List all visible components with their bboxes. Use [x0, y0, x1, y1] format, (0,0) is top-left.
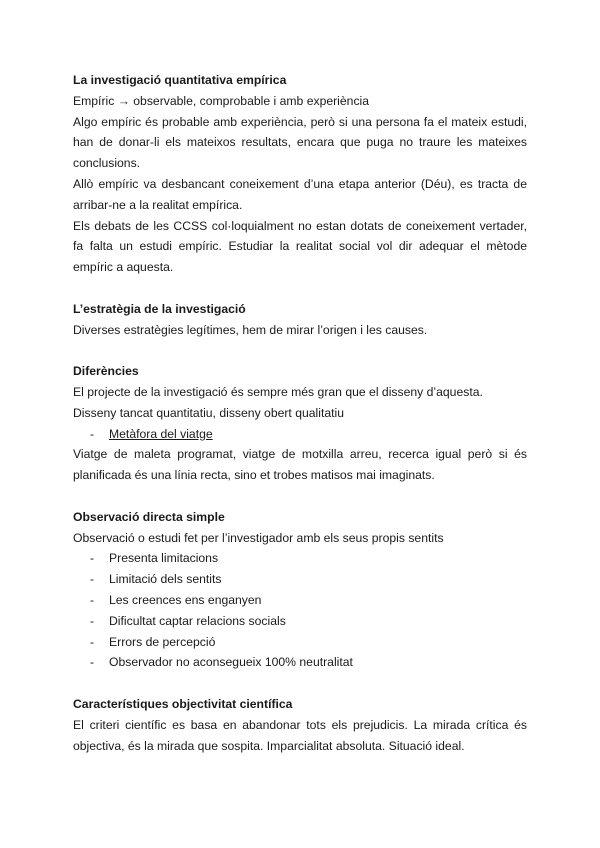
paragraph: Empíric → observable, comprobable i amb experiència [73, 93, 370, 108]
paragraph: Observació o estudi fet per l’investigador amb els seus propis sentits [73, 530, 444, 545]
section-heading: L’estratègia de la investigació [73, 301, 246, 316]
list-item [73, 569, 527, 590]
paragraph: Viatge de maleta programat, viatge de motxilla arreu, recerca igual però si és planificada és una línia recta, sino et trobes matisos mai imaginats. [73, 447, 527, 483]
bullet-dash: - [90, 551, 95, 566]
paragraph: Els debats de les CCSS col·loquialment no estan dotats de coneixement vertader, fa falta un estudi empíric. Estudiar la realitat social vol dir adequar el mètode empíric a aquesta. [73, 218, 527, 275]
section-heading: Característiques objectivitat científica [73, 696, 293, 711]
bullet-dash: - [90, 634, 95, 649]
section-objectivitat [73, 694, 527, 756]
bullet-dash: - [90, 613, 95, 628]
list-item-text: Metàfora del viatge [109, 426, 213, 441]
paragraph: Allò empíric va desbancant coneixement d’una etapa anterior (Déu), es tracta de arribar-ne a la realitat empírica. [73, 176, 527, 212]
section-heading: Observació directa simple [73, 509, 225, 524]
paragraph: Algo empíric és probable amb experiència, però si una persona fa el mateix estudi, han de donar-li els mateixos resultats, encara que puga no traure les mateixes conclusions. [73, 114, 527, 171]
list-item [73, 632, 527, 653]
list-item [73, 424, 527, 445]
paragraph: Disseny tancat quantitatiu, disseny obert qualitatiu [73, 405, 344, 420]
section-quantitativa [73, 70, 527, 278]
bullet-list [73, 548, 527, 673]
document-content [73, 70, 527, 756]
paragraph: Diverses estratègies legítimes, hem de mirar l’origen i les causes. [73, 322, 428, 337]
section-observacio [73, 507, 527, 673]
bullet-dash: - [90, 592, 95, 607]
list-item-text: Dificultat captar relacions socials [109, 613, 286, 628]
section-estrategia [73, 299, 527, 341]
list-item [73, 548, 527, 569]
paragraph: El criteri científic es basa en abandonar tots els prejudicis. La mirada crítica és objectiva, és la mirada que sospita. Imparcialitat absoluta. Situació ideal. [73, 717, 527, 753]
list-item-text: Limitació dels sentits [109, 572, 222, 587]
list-item [73, 652, 527, 673]
paragraph: El projecte de la investigació és sempre més gran que el disseny d’aquesta. [73, 384, 483, 399]
section-diferencies [73, 361, 527, 486]
bullet-list [73, 424, 527, 445]
bullet-dash: - [90, 572, 95, 587]
list-item-text: Errors de percepció [109, 634, 216, 649]
section-heading: Diferències [73, 364, 139, 379]
list-item [73, 590, 527, 611]
list-item-text: Presenta limitacions [109, 551, 219, 566]
bullet-dash: - [90, 655, 95, 670]
list-item-text: Observador no aconsegueix 100% neutralitat [109, 655, 353, 670]
section-heading: La investigació quantitativa empírica [73, 73, 287, 87]
list-item-text: Les creences ens enganyen [109, 592, 262, 607]
bullet-dash: - [90, 426, 95, 441]
list-item [73, 611, 527, 632]
